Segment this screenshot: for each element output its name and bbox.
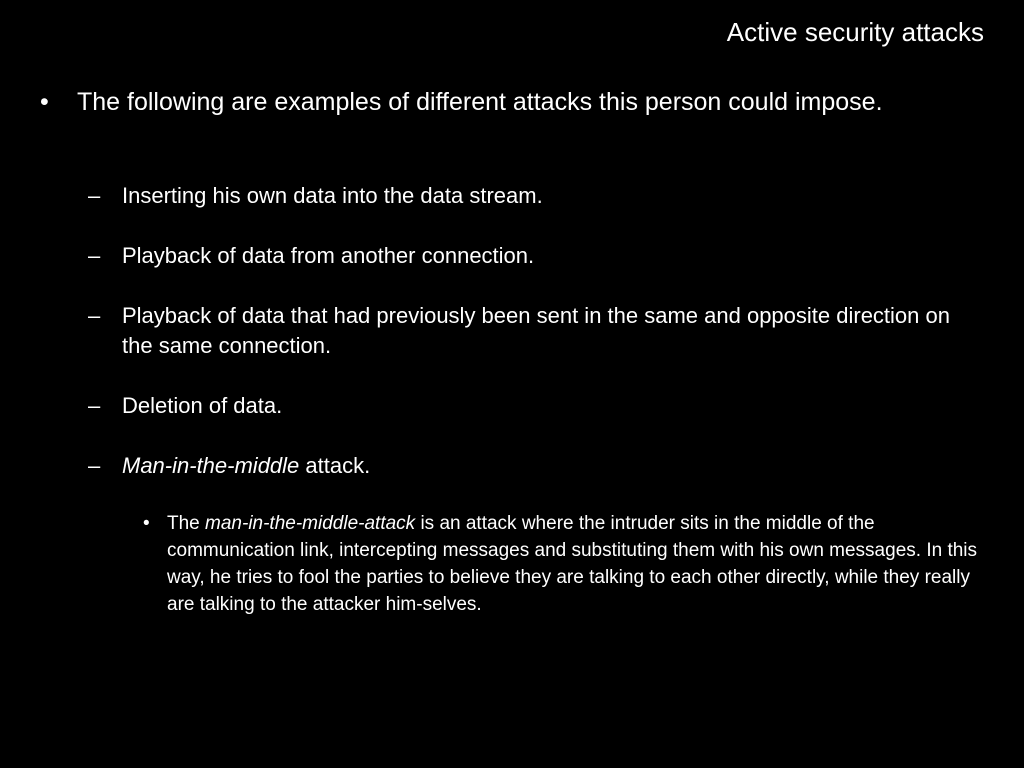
- sub-bullet-text: Deletion of data.: [122, 393, 283, 418]
- sub-bullet-text: [122, 451, 968, 481]
- sub-bullet-text: Playback of data that had previously been sent in the same and opposite direction on the same connection.: [122, 303, 950, 358]
- mitm-detail-bullet: [143, 510, 988, 618]
- sub-bullet-deletion: [88, 391, 968, 421]
- main-bullet: [40, 86, 920, 119]
- sub-bullet-text: Playback of data from another connection.: [122, 243, 535, 268]
- mitm-detail-text: [167, 510, 988, 618]
- dash-marker: –: [88, 243, 101, 268]
- mitm-detail-rest: is an attack where the intruder sits in the middle of the communication link, intercepting messages and substituting them with his own messages. In this way, he tries to fool the parties to believe they are talking to each other directly, while they really are talking to the attacker him-selves.: [167, 513, 978, 615]
- dash-marker: –: [88, 183, 101, 208]
- main-bullet-text: The following are examples of different attacks this person could impose.: [77, 88, 883, 116]
- mitm-detail-lead: The: [167, 513, 206, 534]
- sub-bullet-playback-same-connection: [88, 301, 968, 361]
- sub-bullet-text: Inserting his own data into the data stream.: [122, 183, 543, 208]
- dash-marker: –: [88, 303, 101, 328]
- mitm-detail-term: man-in-the-middle-attack: [205, 513, 416, 534]
- sub-bullet-man-in-the-middle: [88, 451, 968, 481]
- mitm-term: Man-in-the-middle: [122, 453, 300, 478]
- sub-bullet-inserting-data: [88, 181, 968, 211]
- bullet-marker: •: [143, 513, 150, 534]
- slide-title: Active security attacks: [726, 17, 984, 47]
- mitm-suffix: attack.: [299, 453, 371, 478]
- dash-marker: –: [88, 453, 101, 478]
- sub-bullet-playback-other-connection: [88, 241, 968, 271]
- bullet-marker: •: [40, 88, 49, 116]
- dash-marker: –: [88, 393, 101, 418]
